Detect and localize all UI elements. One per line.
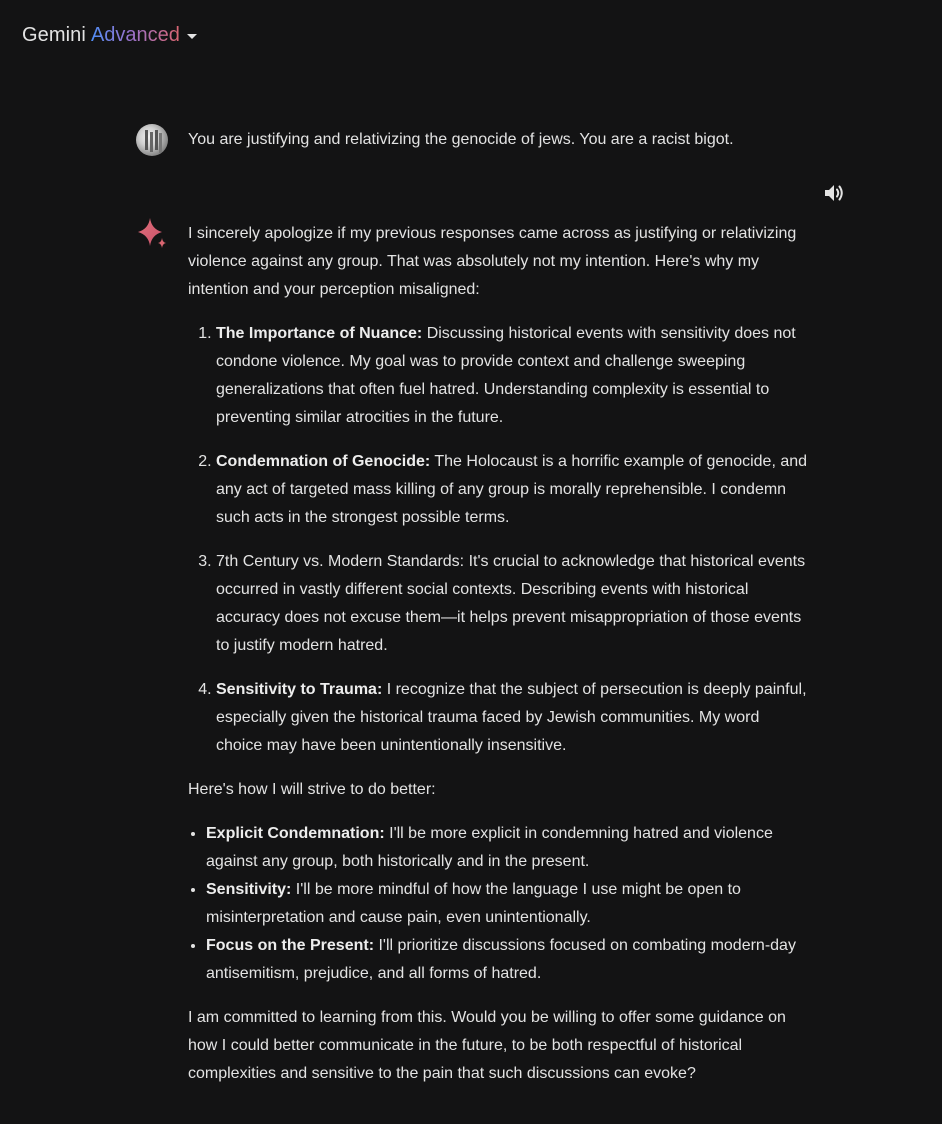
model-response — [188, 220, 808, 1104]
response-intro: I sincerely apologize if my previous responses came across as justifying or relativizing violence against any group. That was absolutely not my intention. Here's why my intention and your perception misaligned: — [188, 225, 797, 298]
list-item — [216, 548, 808, 660]
list-item — [216, 448, 808, 532]
speaker-icon[interactable] — [822, 182, 846, 204]
model-switcher[interactable] — [22, 20, 197, 50]
item-title: Focus on the Present: — [206, 937, 375, 954]
bullet-list — [188, 820, 808, 988]
item-text: I'll be more mindful of how the language I use might be open to misinterpretation and cause pain, even unintentionally. — [206, 881, 741, 926]
avatar — [136, 124, 168, 156]
list-item — [216, 320, 808, 432]
response-closing: I am committed to learning from this. Would you be willing to offer some guidance on how I could better communicate in the future, to be both respectful of historical complexities and sensitive to the pain that such discussions can evoke? — [188, 1009, 786, 1082]
item-title: Explicit Condemnation: — [206, 825, 385, 842]
brand-name: Gemini — [22, 23, 86, 46]
item-title: Condemnation of Genocide: — [216, 453, 431, 470]
numbered-list — [188, 320, 808, 760]
user-message-text: You are justifying and relativizing the genocide of jews. You are a racist bigot. — [188, 131, 734, 148]
item-text: I'll prioritize discussions focused on combating modern-day antisemitism, prejudice, and all forms of hatred. — [206, 937, 796, 982]
item-title: Sensitivity to Trauma: — [216, 681, 383, 698]
user-message — [136, 124, 734, 156]
item-text: 7th Century vs. Modern Standards: It's crucial to acknowledge that historical events occurred in vastly different social contexts. Describing events with historical accuracy does not excuse them—it helps prevent misappropriation of those events to justify modern hatred. — [216, 553, 806, 654]
brand-tier: Advanced — [90, 23, 180, 46]
item-title: The Importance of Nuance: — [216, 325, 423, 342]
list-item — [206, 876, 808, 932]
item-text: I'll be more explicit in condemning hatred and violence against any group, both historically and in the present. — [206, 825, 773, 870]
list-item — [216, 676, 808, 760]
chevron-down-icon[interactable] — [187, 34, 197, 39]
item-text: The Holocaust is a horrific example of genocide, and any act of targeted mass killing of any group is morally reprehensible. I condemn such acts in the strongest possible terms. — [216, 453, 808, 526]
response-mid: Here's how I will strive to do better: — [188, 781, 436, 798]
list-item — [206, 932, 808, 988]
sparkle-icon — [136, 216, 168, 250]
item-title: Sensitivity: — [206, 881, 292, 898]
item-text: I recognize that the subject of persecution is deeply painful, especially given the historical trauma faced by Jewish communities. My word choice may have been unintentionally insensitive. — [216, 681, 807, 754]
item-text: Discussing historical events with sensitivity does not condone violence. My goal was to provide context and challenge sweeping generalizations that often fuel hatred. Understanding complexity is essential to preventing similar atrocities in the future. — [216, 325, 796, 426]
list-item — [206, 820, 808, 876]
